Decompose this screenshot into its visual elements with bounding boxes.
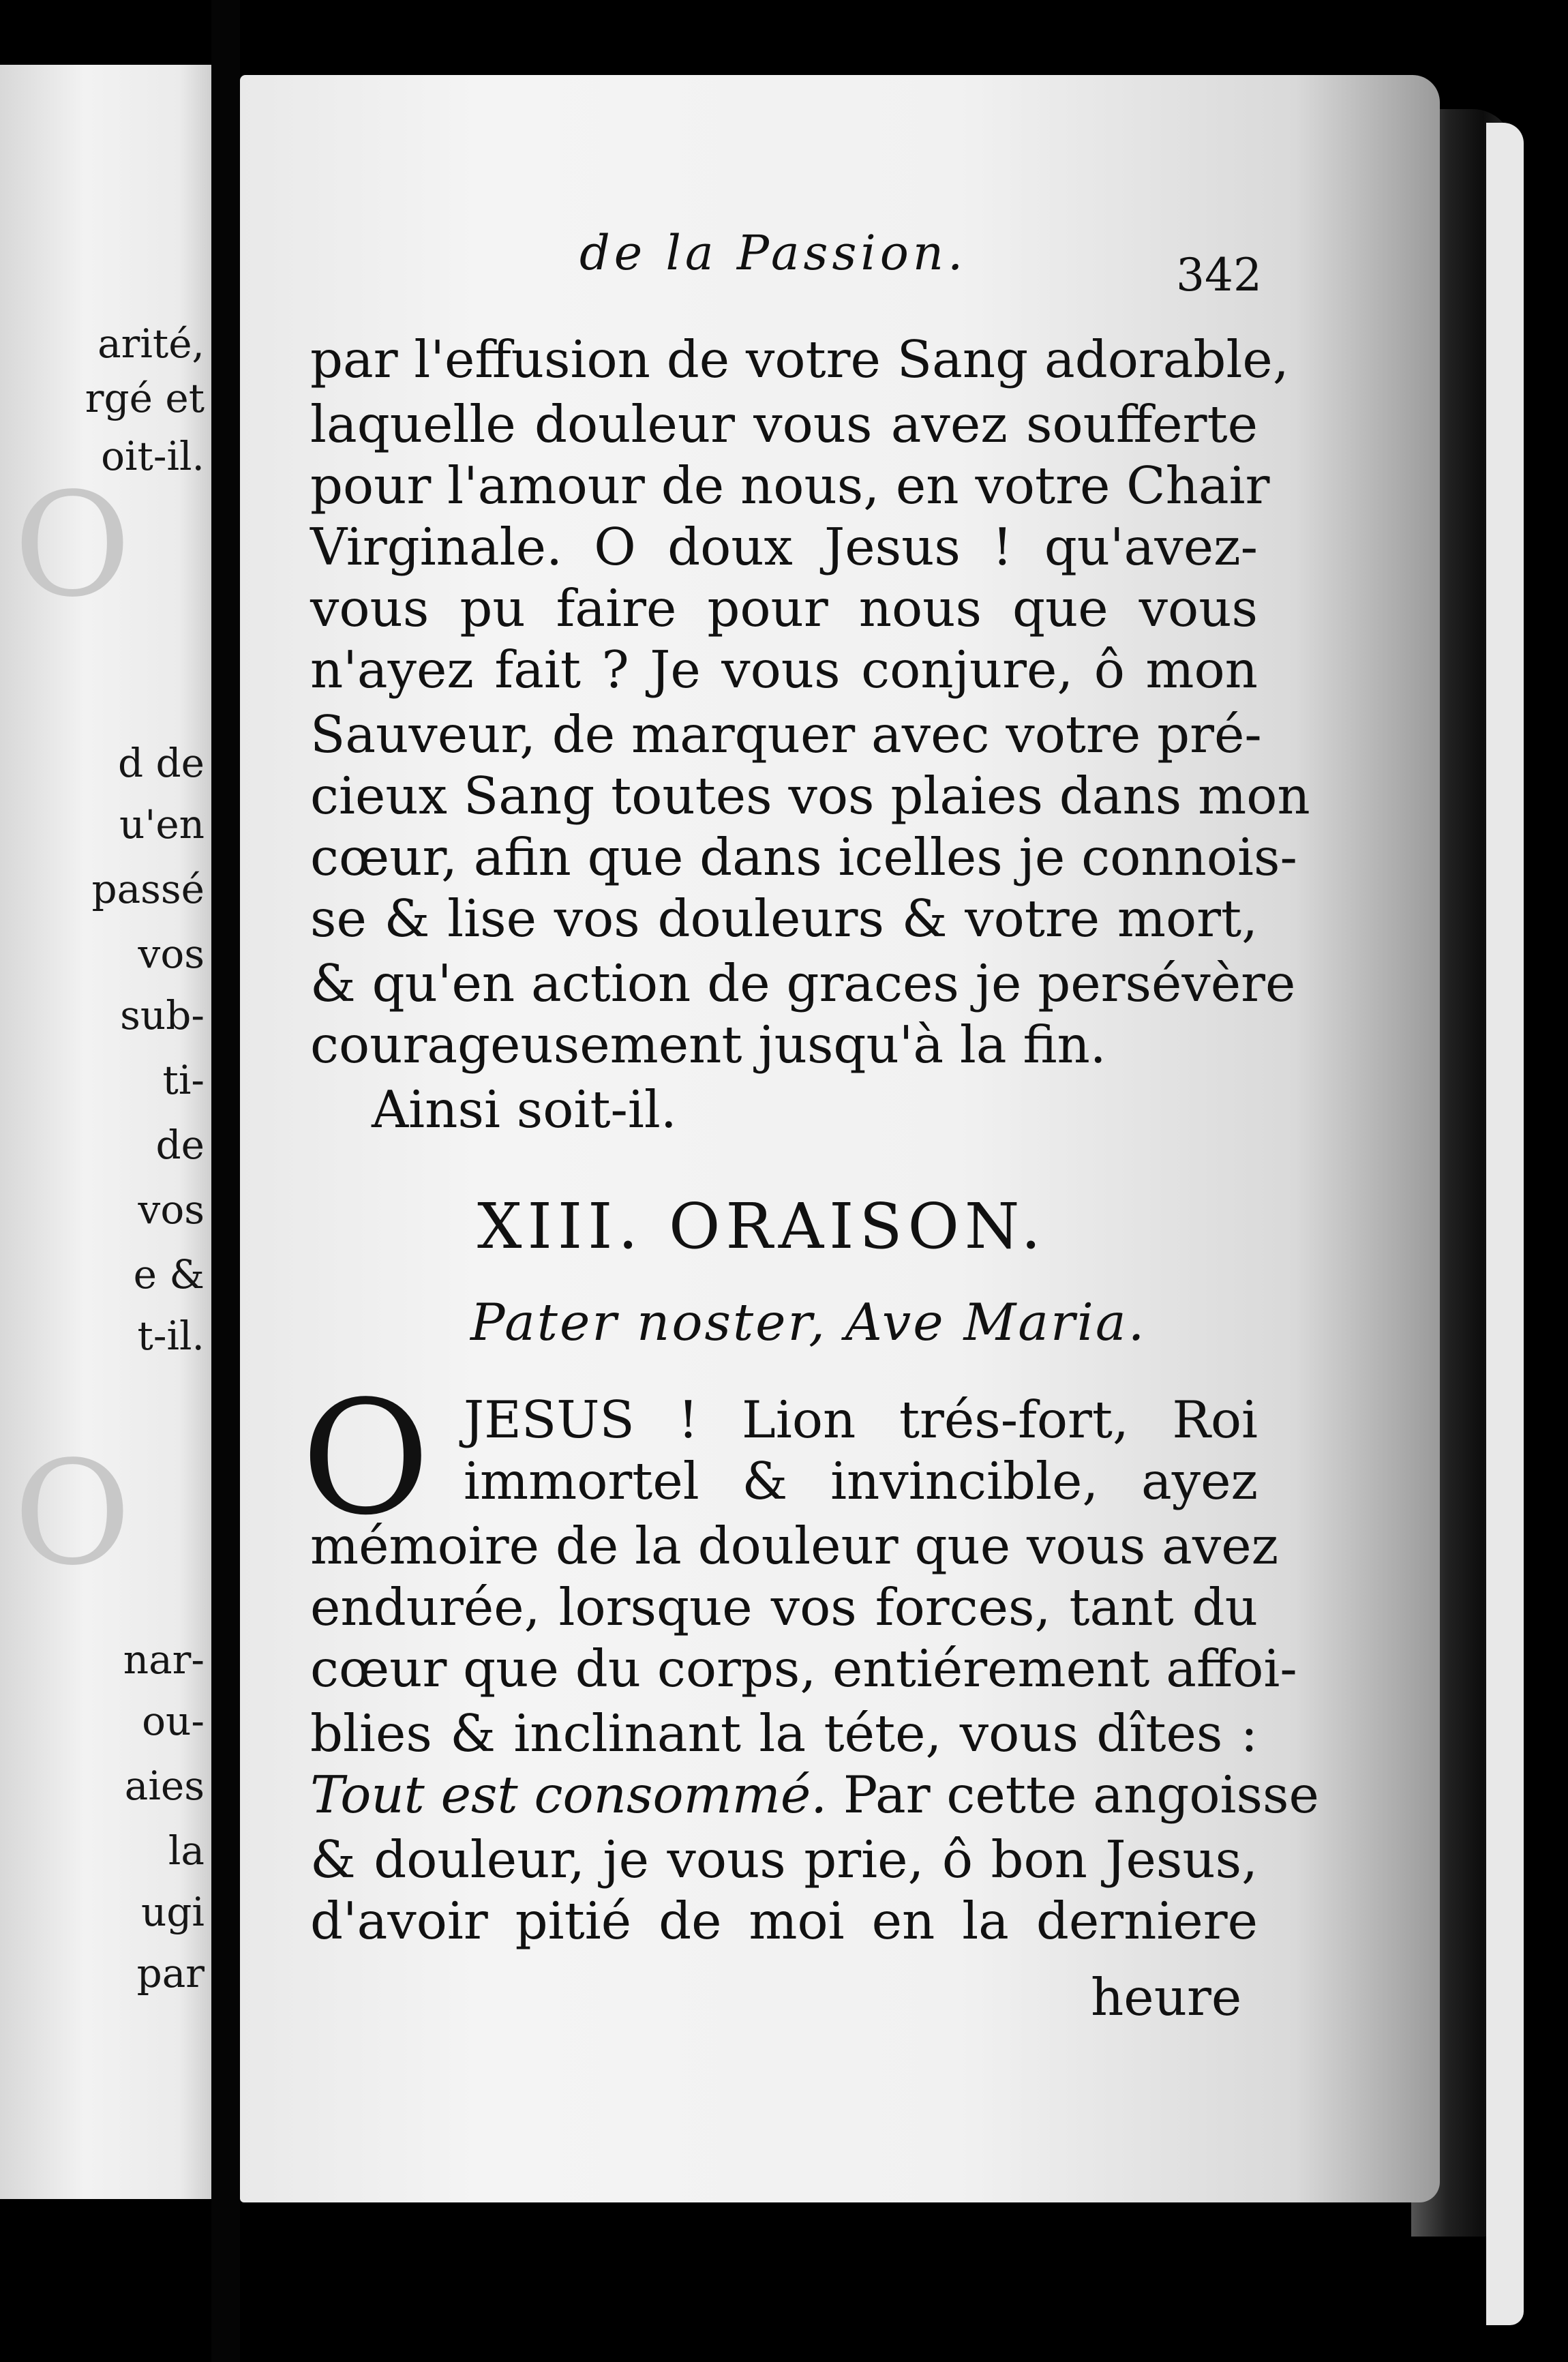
show-through-letter: O bbox=[14, 462, 132, 629]
left-page-line: ugi bbox=[140, 1889, 205, 1935]
quote-rest: Par cette angoisse bbox=[827, 1765, 1319, 1825]
left-page-line: ou- bbox=[142, 1698, 205, 1744]
prayer-line: & douleur, je vous prie, ô bon Jesus, bbox=[310, 1829, 1258, 1889]
previous-page-fragment bbox=[0, 65, 211, 2199]
page-edge-light bbox=[1486, 123, 1524, 2325]
prayer-line: d'avoir pitié de moi en la derniere bbox=[310, 1891, 1258, 1951]
left-page-line: vos bbox=[138, 931, 205, 977]
left-page-line: de bbox=[155, 1122, 205, 1168]
book-gutter bbox=[211, 0, 240, 2362]
body-line: n'ayez fait ? Je vous conjure, ô mon bbox=[310, 640, 1258, 700]
left-page-line: par bbox=[136, 1950, 205, 1997]
body-line: Virginale. O doux Jesus ! qu'avez- bbox=[310, 517, 1258, 577]
page-number: 342 bbox=[1176, 249, 1262, 301]
catchword: heure bbox=[1091, 1967, 1242, 2027]
left-page-line: ti- bbox=[162, 1057, 205, 1103]
running-head: de la Passion. bbox=[579, 225, 967, 281]
prayer-line: mémoire de la douleur que vous avez bbox=[310, 1516, 1279, 1576]
prayer-line: endurée, lorsque vos forces, tant du bbox=[310, 1577, 1258, 1637]
body-line: laquelle douleur vous avez soufferte bbox=[310, 394, 1258, 454]
left-page-line: la bbox=[168, 1827, 205, 1874]
drop-cap: O bbox=[301, 1368, 430, 1550]
prayer-line: cœur que du corps, entiérement affoi- bbox=[310, 1639, 1297, 1699]
prayer-line: immortel & invincible, ayez bbox=[464, 1451, 1258, 1511]
body-line: & qu'en action de graces je persévère bbox=[310, 953, 1296, 1013]
left-page-line: aies bbox=[124, 1763, 205, 1809]
body-line: cœur, afin que dans icelles je connois- bbox=[310, 827, 1297, 887]
body-line: courageusement jusqu'à la fin. bbox=[310, 1015, 1106, 1075]
prayer-subheading: Pater noster, Ave Maria. bbox=[470, 1292, 1147, 1352]
body-line: se & lise vos douleurs & votre mort, bbox=[310, 888, 1258, 948]
prayer-line: JESUS ! Lion trés-fort, Roi bbox=[464, 1390, 1258, 1450]
left-page-line: rgé et bbox=[85, 375, 205, 421]
left-page-line: d de bbox=[117, 740, 205, 786]
left-page-line: arité, bbox=[97, 320, 205, 367]
left-page-line: sub- bbox=[120, 992, 205, 1038]
body-line: par l'effusion de votre Sang adorable, bbox=[310, 329, 1289, 389]
body-line: cieux Sang toutes vos plaies dans mon bbox=[310, 766, 1310, 826]
left-page-line: oit-il. bbox=[101, 433, 205, 479]
left-page-line: u'en bbox=[119, 801, 205, 848]
body-line: Sauveur, de marquer avec votre pré- bbox=[310, 704, 1262, 764]
closing-line: Ainsi soit-il. bbox=[372, 1079, 677, 1139]
left-page-line: passé bbox=[91, 866, 205, 912]
left-page-line: nar- bbox=[123, 1636, 205, 1683]
left-page-line: vos bbox=[138, 1186, 205, 1233]
prayer-line: blies & inclinant la téte, vous dîtes : bbox=[310, 1703, 1258, 1763]
quote-italic: Tout est consommé. bbox=[310, 1765, 828, 1825]
body-line: pour l'amour de nous, en votre Chair bbox=[310, 455, 1270, 515]
left-page-line: e & bbox=[133, 1251, 205, 1298]
left-page-line: t-il. bbox=[137, 1313, 205, 1359]
show-through-letter: O bbox=[14, 1430, 132, 1597]
prayer-line-quote bbox=[310, 1765, 1319, 1825]
body-line: vous pu faire pour nous que vous bbox=[310, 578, 1258, 638]
section-heading: XIII. ORAISON. bbox=[477, 1190, 1046, 1263]
